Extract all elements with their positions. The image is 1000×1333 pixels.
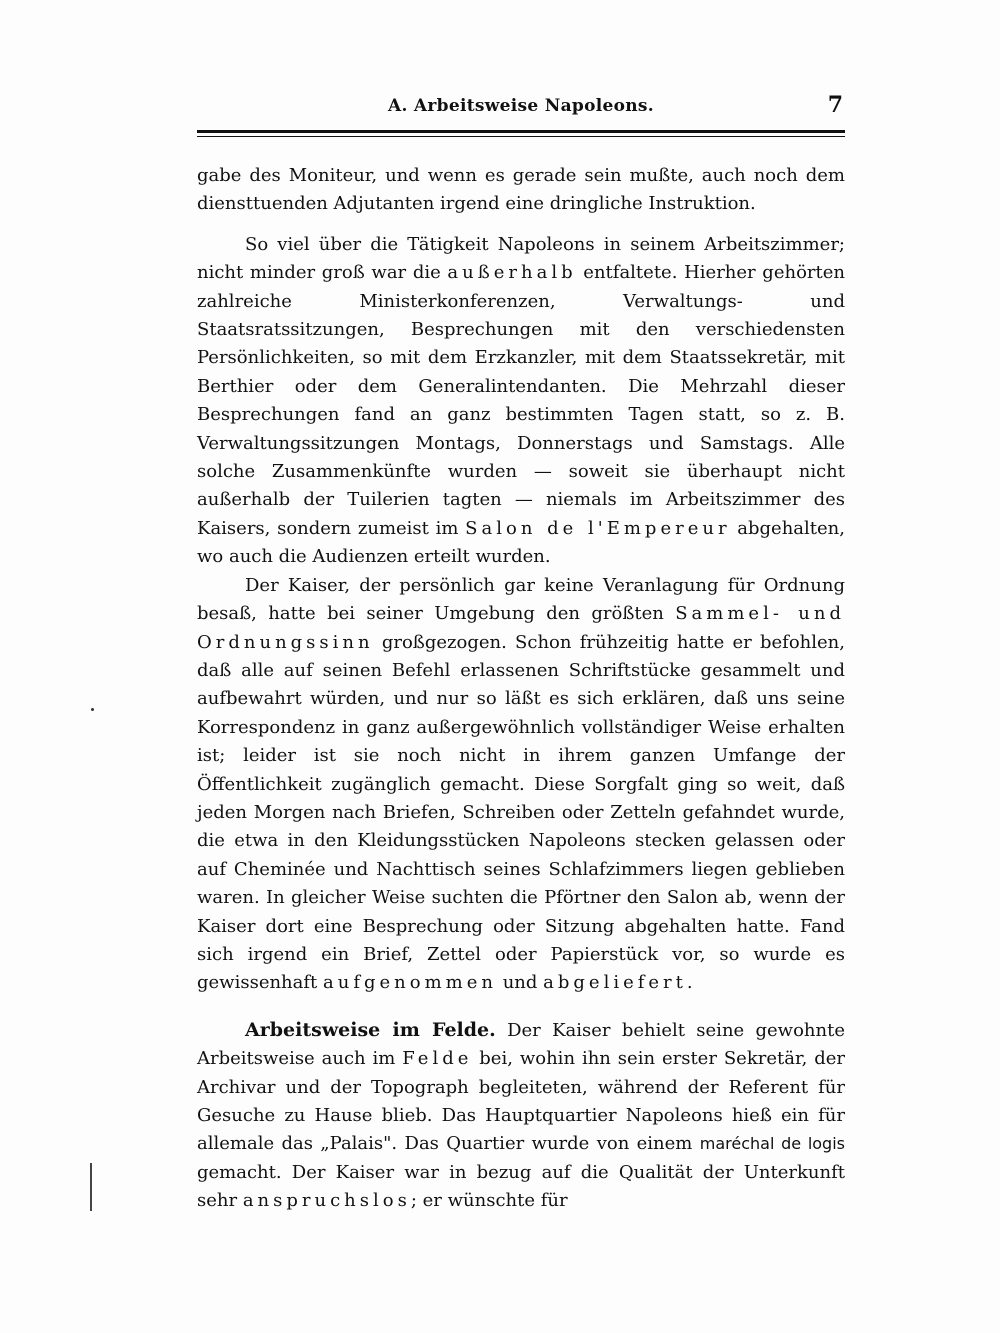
text-run: Der Kaiser, der persönlich gar keine Veranlagung für Ordnung besaß, hatte bei seiner Umgebung den größten xyxy=(197,574,845,625)
body-text xyxy=(197,162,845,1216)
page-number: 7 xyxy=(827,92,843,118)
header-rule-thick xyxy=(197,130,845,133)
text-run: abgehalten, wo auch die Audienzen erteilt wurden. xyxy=(197,517,845,568)
text-run: . xyxy=(686,972,693,994)
paragraph-field-work xyxy=(197,1016,845,1216)
emphasis-felde: Felde xyxy=(402,1048,473,1070)
emphasis-sammelsinn: Sammel- und Ordnungssinn xyxy=(197,603,845,653)
text-run: entfaltete. Hierher gehörten zahlreiche Ministerkonferenzen, Verwaltungs- und Staatsratssitzungen, Besprechungen mit den verschiedensten Persönlichkeiten, so mit dem Erzkanzler, mit dem Staatssekretär, mit Berthier oder dem Generalintendanten. Die Mehrzahl dieser Besprechungen fand an ganz bestimmten Tagen statt, so z. B. Verwaltungssitzungen Montags, Donnerstags und Samstags. Alle solche Zusammenkünfte wurden — soweit sie überhaupt nicht außerhalb der Tuilerien tagten — niemals im Arbeitszimmer des Kaisers, sondern zumeist im xyxy=(197,262,845,539)
section-heading-felde: Arbeitsweise im Felde. xyxy=(245,1018,496,1041)
emphasis-ausserhalb: außerhalb xyxy=(447,262,577,284)
margin-mark xyxy=(90,1163,92,1211)
text-run: und xyxy=(496,972,544,994)
latin-phrase: maréchal de logis xyxy=(699,1134,845,1154)
paragraph-continuation: gabe des Moniteur, und wenn es gerade sein mußte, auch noch dem diensttuenden Adjutanten irgend eine dringliche Instruktion. xyxy=(197,165,845,215)
page-header xyxy=(197,92,845,122)
text-run: gemacht. Der Kaiser war in bezug auf die Qualität der Unterkunft sehr xyxy=(197,1161,845,1212)
running-title: A. Arbeitsweise Napoleons. xyxy=(387,96,654,116)
text-run: Der Kaiser behielt seine gewohnte Arbeitsweise auch im xyxy=(197,1019,845,1070)
emphasis-anspruchslos: anspruchslos xyxy=(242,1190,411,1212)
paragraph-order-sense xyxy=(197,572,845,998)
text-run: So viel über die Tätigkeit Napoleons in seinem Arbeitszimmer; nicht minder groß war die xyxy=(197,233,845,284)
emphasis-aufgenommen: aufgenommen xyxy=(323,972,497,994)
emphasis-abgeliefert: abgeliefert xyxy=(543,972,687,994)
header-rule-thin xyxy=(197,136,845,137)
text-run: ; er wünschte für xyxy=(410,1190,568,1212)
text-run: bei, wohin ihn sein erster Sekretär, der Archivar und der Topograph begleiteten, während der Referent für Gesuche zu Hause blieb. Das Hauptquartier Napoleons hieß ein für allemale das „Palais". Das Quartier wurde von einem xyxy=(197,1048,845,1155)
text-run: großgezogen. Schon frühzeitig hatte er befohlen, daß alle auf seinen Befehl erlassenen Schriftstücke gesammelt und aufbewahrt würden, und nur so läßt es sich erklären, daß uns seine Korrespondenz in ganz außergewöhnlich vollständiger Weise erhalten ist; leider ist sie noch nicht in ihrem ganzen Umfange der Öffentlichkeit zugänglich gemacht. Diese Sorgfalt ging so weit, daß jeden Morgen nach Briefen, Schreiben oder Zetteln gefahndet wurde, die etwa in den Kleidungsstücken Napoleons stecken gelassen oder auf Cheminée und Nachttisch seines Schlafzimmers liegen geblieben waren. In gleicher Weise suchten die Pförtner den Salon ab, wenn der Kaiser dort eine Besprechung oder Sitzung abgehalten hatte. Fand sich irgend ein Brief, Zettel oder Papierstück vor, so wurde es gewissenhaft xyxy=(197,631,845,994)
scan-speck xyxy=(91,708,94,711)
paragraph-outside-activity xyxy=(197,231,845,572)
emphasis-salon: Salon de l'Empereur xyxy=(465,517,731,539)
